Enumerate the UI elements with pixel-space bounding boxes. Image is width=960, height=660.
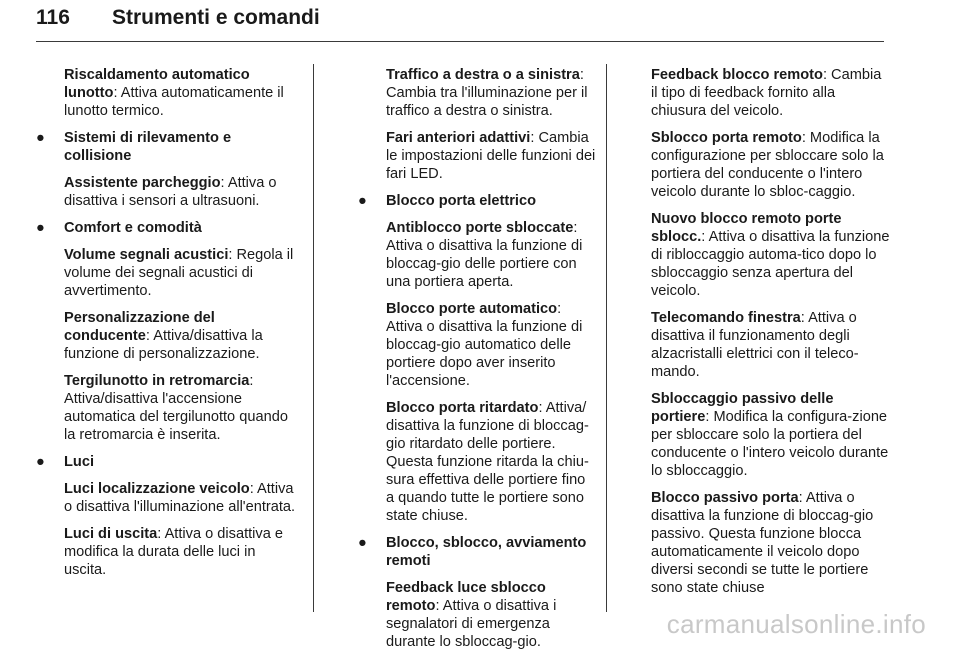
setting-name: Nuovo blocco remoto porte sblocc. xyxy=(651,211,842,245)
setting-description: : Attiva o disattiva la funzione di bloccag‐gio delle portiere con una portiera aperta. xyxy=(386,220,583,290)
bullet-icon: ● xyxy=(36,454,45,470)
setting-description: : Attiva o disattiva i sensori a ultrasuoni. xyxy=(64,175,277,209)
setting-entry xyxy=(36,525,300,579)
section-heading-text: Sistemi di rilevamento e collisione xyxy=(64,130,232,164)
setting-description: : Cambia le impostazioni delle funzioni dei fari LED. xyxy=(386,130,596,182)
page-number: 116 xyxy=(36,6,70,29)
setting-entry xyxy=(36,372,300,444)
bullet-icon: ● xyxy=(358,535,367,551)
setting-name: Blocco porte automatico xyxy=(386,301,558,317)
section-heading-text: Blocco porta elettrico xyxy=(386,193,537,209)
setting-description: : Modifica la configura‐zione per sbloccare solo la portiera del conducente o l'intero veicolo durante lo sbloccaggio. xyxy=(651,409,889,479)
setting-entry xyxy=(358,399,596,525)
setting-description: : Attiva o disattiva l'illuminazione all'entrata. xyxy=(64,481,296,515)
setting-description: : Attiva/disattiva l'accensione automatica del tergilunotto quando la retromarcia è inserita. xyxy=(64,373,288,443)
section-heading xyxy=(36,219,300,237)
setting-entry xyxy=(358,300,596,390)
setting-name: Tergilunotto in retromarcia xyxy=(64,373,250,389)
setting-name: Volume segnali acustici xyxy=(64,247,229,263)
setting-description: : Attiva o disattiva la funzione di ribloccaggio automa‐tico dopo lo sbloccaggio senza apertura del veicolo. xyxy=(651,229,890,299)
setting-description: : Attiva o disattiva i segnalatori di emergenza durante lo sbloccag‐gio. xyxy=(386,598,557,650)
setting-entry xyxy=(651,390,891,480)
setting-name: Sblocco porta remoto xyxy=(651,130,802,146)
bullet-icon: ● xyxy=(36,220,45,236)
setting-name: Riscaldamento automatico lunotto xyxy=(64,67,250,101)
setting-name: Luci di uscita xyxy=(64,526,158,542)
setting-entry xyxy=(36,246,300,300)
bullet-icon: ● xyxy=(358,193,367,209)
section-heading-text: Comfort e comodità xyxy=(64,220,202,236)
setting-entry xyxy=(358,579,596,651)
setting-entry xyxy=(36,309,300,363)
setting-entry xyxy=(358,129,596,183)
setting-entry xyxy=(358,219,596,291)
text-column-3 xyxy=(651,66,891,606)
setting-entry xyxy=(651,129,891,201)
section-heading-text: Blocco, sblocco, avviamento remoti xyxy=(386,535,587,569)
setting-description: : Regola il volume dei segnali acustici di avvertimento. xyxy=(64,247,294,299)
setting-name: Telecomando finestra xyxy=(651,310,801,326)
setting-entry xyxy=(36,480,300,516)
setting-description: : Attiva/ disattiva la funzione di bloccag‐gio ritardato delle portiere. Questa funzione ritarda la chiu‐sura effettiva delle portiere fino a quando tutte le portiere sono state chiuse. xyxy=(386,400,589,524)
setting-description: : Attiva/disattiva la funzione di personalizzazione. xyxy=(64,328,263,362)
setting-description: : Attiva automaticamente il lunotto termico. xyxy=(64,85,284,119)
setting-entry xyxy=(36,174,300,210)
setting-entry xyxy=(36,66,300,120)
section-heading xyxy=(36,453,300,471)
setting-description: : Modifica la configurazione per sbloccare solo la portiera del conducente o l'intero veicolo durante lo sbloc‐caggio. xyxy=(651,130,884,200)
setting-name: Blocco porta ritardato xyxy=(386,400,539,416)
setting-entry xyxy=(651,309,891,381)
setting-entry xyxy=(358,66,596,120)
setting-name: Luci localizzazione veicolo xyxy=(64,481,250,497)
bullet-icon: ● xyxy=(36,130,45,146)
setting-description: : Cambia il tipo di feedback fornito alla chiusura del veicolo. xyxy=(651,67,882,119)
setting-entry xyxy=(651,210,891,300)
section-heading xyxy=(36,129,300,165)
text-column-1 xyxy=(36,66,300,588)
header-rule xyxy=(36,41,884,42)
column-divider-1 xyxy=(313,64,314,612)
setting-name: Personalizzazione del conducente xyxy=(64,310,215,344)
setting-name: Antiblocco porte sbloccate xyxy=(386,220,574,236)
watermark: carmanualsonline.info xyxy=(666,609,926,639)
section-heading-text: Luci xyxy=(64,454,94,470)
setting-entry xyxy=(651,489,891,597)
setting-name: Assistente parcheggio xyxy=(64,175,221,191)
section-heading xyxy=(358,192,596,210)
setting-name: Feedback blocco remoto xyxy=(651,67,823,83)
setting-name: Sbloccaggio passivo delle portiere xyxy=(651,391,834,425)
setting-description: : Attiva o disattiva il funzionamento degli alzacristalli elettrici con il teleco‐mando. xyxy=(651,310,859,380)
column-divider-2 xyxy=(606,64,607,612)
setting-description: : Attiva o disattiva la funzione di bloccag‐gio passivo. Questa funzione blocca automaticamente il veicolo dopo diversi secondi se tutte le portiere sono state chiuse xyxy=(651,490,874,596)
setting-name: Fari anteriori adattivi xyxy=(386,130,531,146)
page-title: Strumenti e comandi xyxy=(112,6,320,29)
setting-description: : Attiva o disattiva la funzione di bloccag‐gio automatico delle portiere dopo aver inserito l'accensione. xyxy=(386,301,583,389)
setting-entry xyxy=(651,66,891,120)
setting-name: Blocco passivo porta xyxy=(651,490,799,506)
section-heading xyxy=(358,534,596,570)
setting-description: : Attiva o disattiva e modifica la durata delle luci in uscita. xyxy=(64,526,284,578)
setting-description: : Cambia tra l'illuminazione per il traffico a destra o sinistra. xyxy=(386,67,588,119)
setting-name: Traffico a destra o a sinistra xyxy=(386,67,580,83)
text-column-2 xyxy=(358,66,596,660)
setting-name: Feedback luce sblocco remoto xyxy=(386,580,546,614)
